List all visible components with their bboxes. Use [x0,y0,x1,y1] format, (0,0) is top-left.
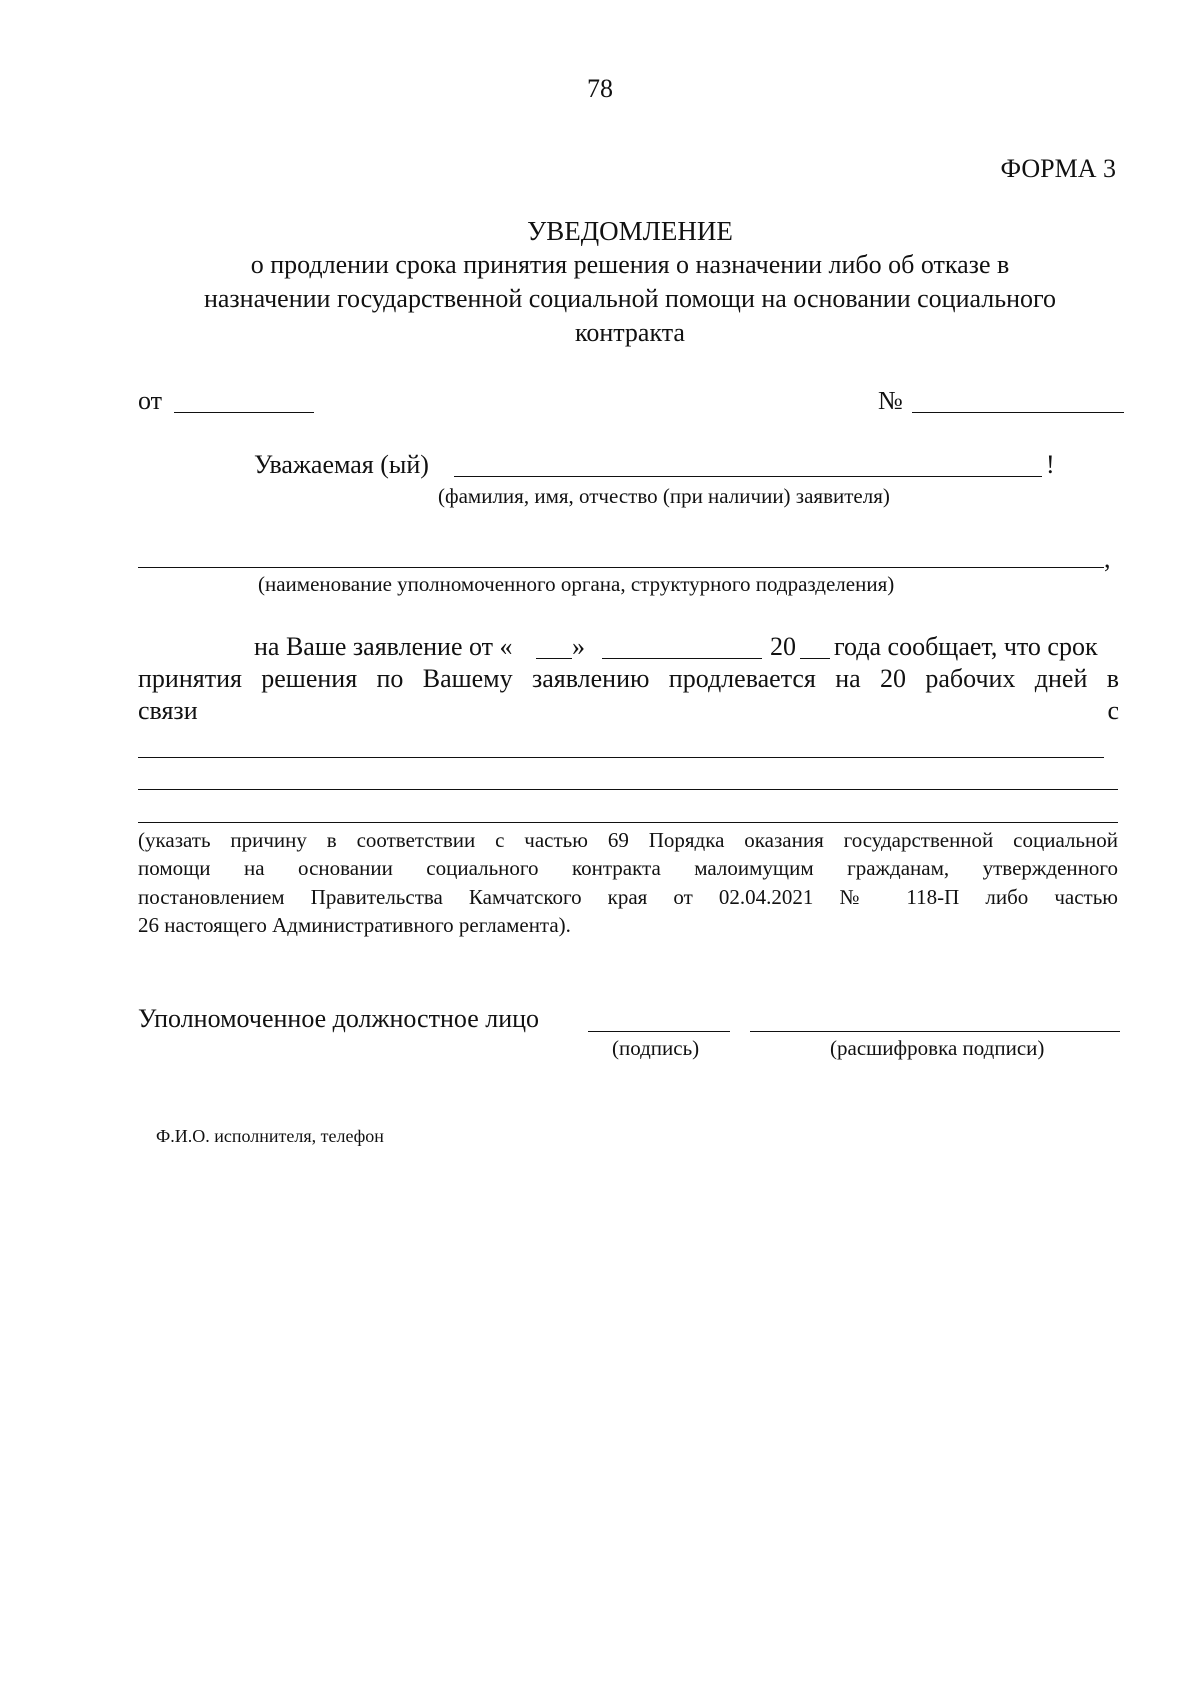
date-prefix: от [138,386,163,415]
word: на [835,664,861,693]
signature-decode-caption: (расшифровка подписи) [830,1036,1045,1060]
word: рабочих [925,664,1016,693]
word: дней [1034,664,1088,693]
word: принятия [138,664,242,693]
number-prefix: № [878,386,903,415]
body-line1-end: года сообщает, что срок [834,632,1098,661]
number-field-line[interactable] [912,412,1124,413]
body-line-3 [138,696,1119,726]
organ-suffix: , [1104,544,1111,573]
signature-decode-line[interactable] [750,1031,1120,1032]
greeting-suffix: ! [1046,450,1055,479]
body-quote-close: » [572,632,585,661]
month-field-line[interactable] [602,658,762,659]
organ-name-line[interactable] [138,567,1104,568]
date-field-line[interactable] [174,412,314,413]
applicant-name-line[interactable] [454,476,1042,477]
executor-info: Ф.И.О. исполнителя, телефон [156,1126,384,1146]
reason-caption-line-1: (указать причину в соответствии с частью 69 Порядка оказания государственной социальной [138,828,1118,852]
reason-line-3[interactable] [138,822,1118,823]
subtitle-line-3: контракта [575,318,685,347]
word: 20 [880,664,907,693]
reason-line-2[interactable] [138,789,1118,790]
word: Вашему [422,664,513,693]
form-label: ФОРМА 3 [1000,154,1116,183]
reason-caption-line-2: помощи на основании социального контракта малоимущим гражданам, утвержденного [138,856,1118,880]
subtitle-line-1: о продлении срока принятия решения о назначении либо об отказе в [250,250,1010,279]
reason-caption-line-4: 26 настоящего Административного регламента). [138,913,571,937]
signature-caption: (подпись) [612,1036,700,1060]
organ-name-caption: (наименование уполномоченного органа, структурного подразделения) [258,572,895,596]
signature-field-line[interactable] [588,1031,730,1032]
document-title: УВЕДОМЛЕНИЕ [527,216,733,246]
reason-caption-line-3: постановлением Правительства Камчатского края от 02.04.2021 № 118-П либо частью [138,885,1118,909]
word: заявлению [531,664,650,693]
reason-line-1[interactable] [138,757,1104,758]
day-field-line[interactable] [536,658,572,659]
subtitle-line-2: назначении государственной социальной помощи на основании социального [203,284,1057,313]
body-line1-start: на Ваше заявление от « [254,632,513,661]
body-line-2 [138,664,1119,694]
greeting-prefix: Уважаемая (ый) [254,450,429,479]
applicant-name-caption: (фамилия, имя, отчество (при наличии) заявителя) [438,484,890,508]
word: в [1106,664,1119,693]
word: продлевается [668,664,816,693]
word: решения [261,664,358,693]
word: связи [138,696,198,725]
year-field-line[interactable] [800,658,830,659]
word: с [1107,696,1119,725]
word: по [376,664,404,693]
signature-label: Уполномоченное должностное лицо [138,1004,540,1033]
page-number: 78 [587,74,613,103]
body-year-prefix: 20 [770,632,796,661]
